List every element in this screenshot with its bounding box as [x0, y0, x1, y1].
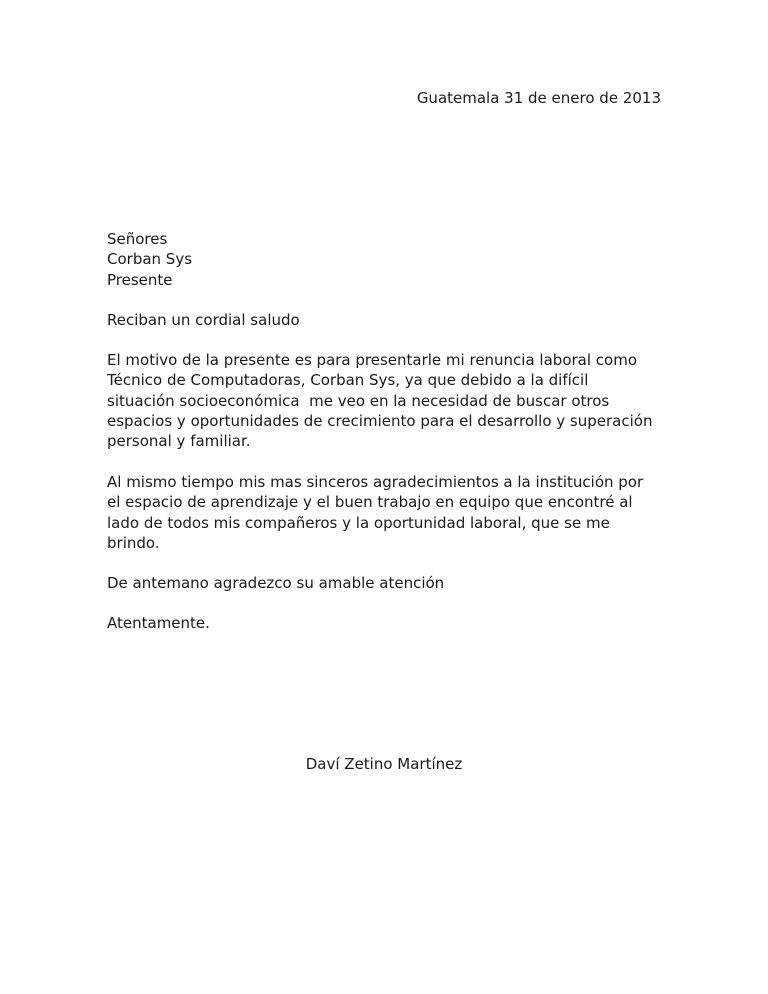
greeting: Reciban un cordial saludo	[107, 311, 300, 329]
paragraph-line: lado de todos mis compañeros y la oportunidad laboral, que se me	[107, 513, 610, 532]
paragraph-line: espacios y oportunidades de crecimiento para el desarrollo y superación	[107, 411, 653, 430]
paragraph-gratitude	[107, 472, 677, 553]
paragraph-line: Al mismo tiempo mis mas sinceros agradecimientos a la institución por	[107, 473, 644, 491]
paragraph-line: brindo.	[107, 533, 160, 552]
paragraph-resignation	[107, 350, 677, 451]
recipient-company: Corban Sys	[107, 250, 193, 269]
recipient-block	[107, 229, 192, 290]
paragraph-line: situación socioeconómica me veo en la necesidad de buscar otros	[107, 391, 610, 410]
signature-name: Daví Zetino Martínez	[305, 755, 463, 773]
recipient-salutation: Señores	[107, 230, 168, 248]
closing-line: Atentamente.	[107, 614, 210, 632]
letter-date: Guatemala 31 de enero de 2013	[416, 89, 661, 107]
recipient-presente: Presente	[107, 270, 173, 289]
paragraph-line: Técnico de Computadoras, Corban Sys, ya que debido a la difícil	[107, 371, 589, 390]
paragraph-line: El motivo de la presente es para presentarle mi renuncia laboral como	[107, 351, 638, 369]
paragraph-line: el espacio de aprendizaje y el buen trabajo en equipo que encontré al	[107, 493, 633, 512]
paragraph-line: personal y familiar.	[107, 432, 251, 451]
thanks-line: De antemano agradezco su amable atención	[107, 574, 445, 592]
